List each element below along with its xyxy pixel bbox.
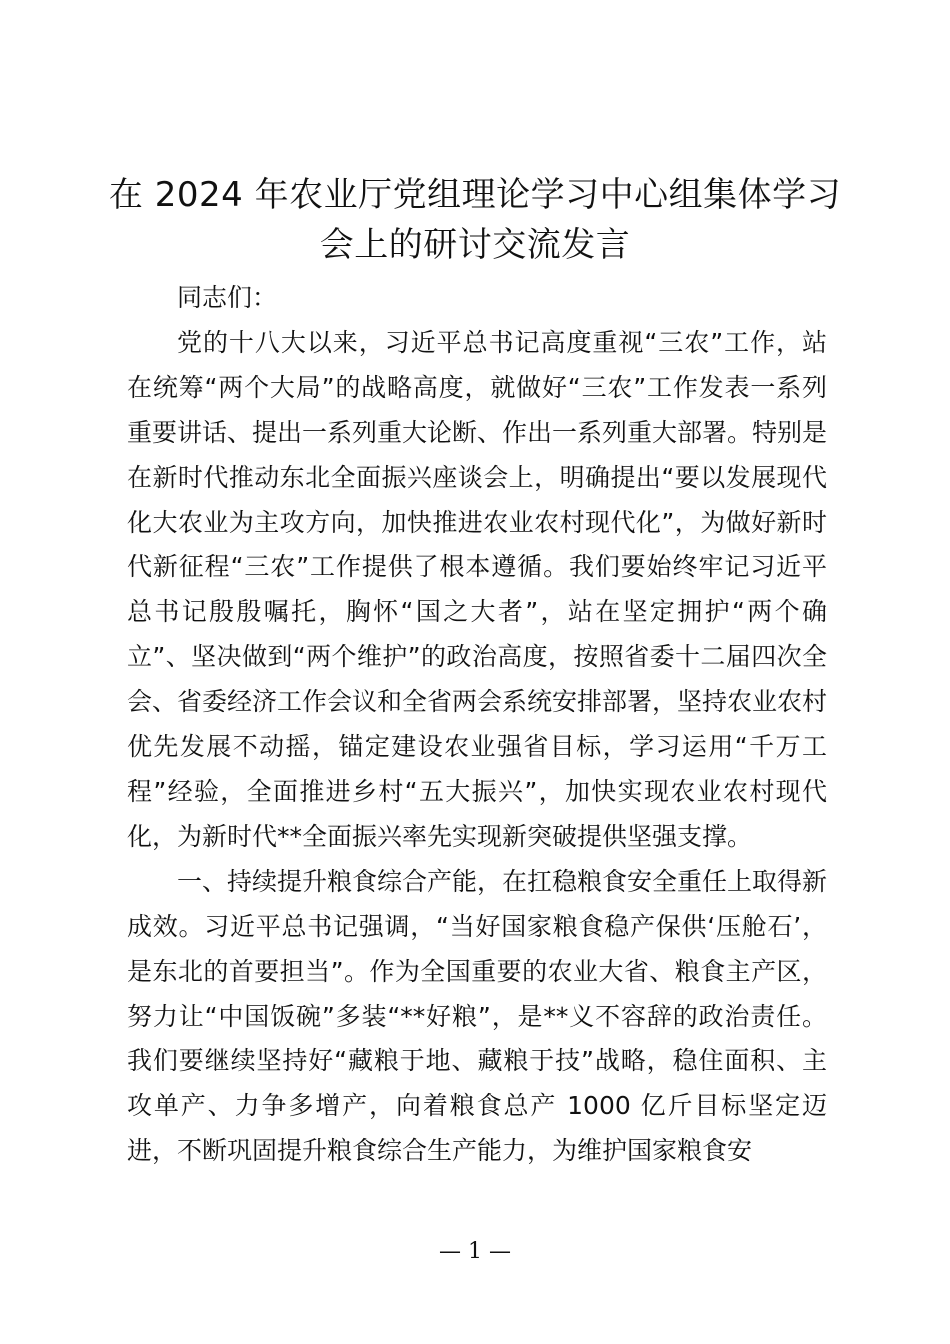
page-number: — 1 — <box>439 1239 511 1264</box>
document-title: 在 2024 年农业厅党组理论学习中心组集体学习会上的研讨交流发言 <box>108 175 842 265</box>
document-body <box>127 276 827 1174</box>
paragraph-section-1 <box>127 860 827 1174</box>
paragraph-intro: 党的十八大以来，习近平总书记高度重视“三农”工作，站在统筹“两个大局”的战略高度，就做好“三农”工作发表一系列重要讲话、提出一系列重大论断、作出一系列重大部署。特别是在新时代推动东北全面振兴座谈会上，明确提出“要以发展现代化大农业为主攻方向，加快推进农业农村现代化”，为做好新时代新征程“三农”工作提供了根本遵循。我们要始终牢记习近平总书记殷殷嘱托，胸怀“国之大者”，站在坚定拥护“两个确立”、坚决做到“两个维护”的政治高度，按照省委十二届四次全会、省委经济工作会议和全省两会系统安排部署，坚持农业农村优先发展不动摇，锚定建设农业强省目标，学习运用“千万工程”经验，全面推进乡村“五大振兴”，加快实现农业农村现代化，为新时代**全面振兴率先实现新突破提供坚强支撑。 <box>127 327 828 851</box>
section-1-text: 习近平总书记强调，“当好国家粮食稳产保供‘压舱石’，是东北的首要担当”。作为全国重要的农业大省、粮食主产区，努力让“中国饭碗”多装“**好粮”，是**义不容辞的政治责任。我们要继续坚持好“藏粮于地、藏粮于技”战略，稳住面积、主攻单产、力争多增产，向着粮食总产 1000 亿斤目标坚定迈进，不断巩固提升粮食综合生产能力，为维护国家粮食安 <box>127 911 827 1166</box>
salutation: 同志们： <box>177 283 278 312</box>
section-1-heading: 一、持续提升粮食综合产能，在扛稳粮食安全重任上取得新成效。 <box>127 866 828 941</box>
